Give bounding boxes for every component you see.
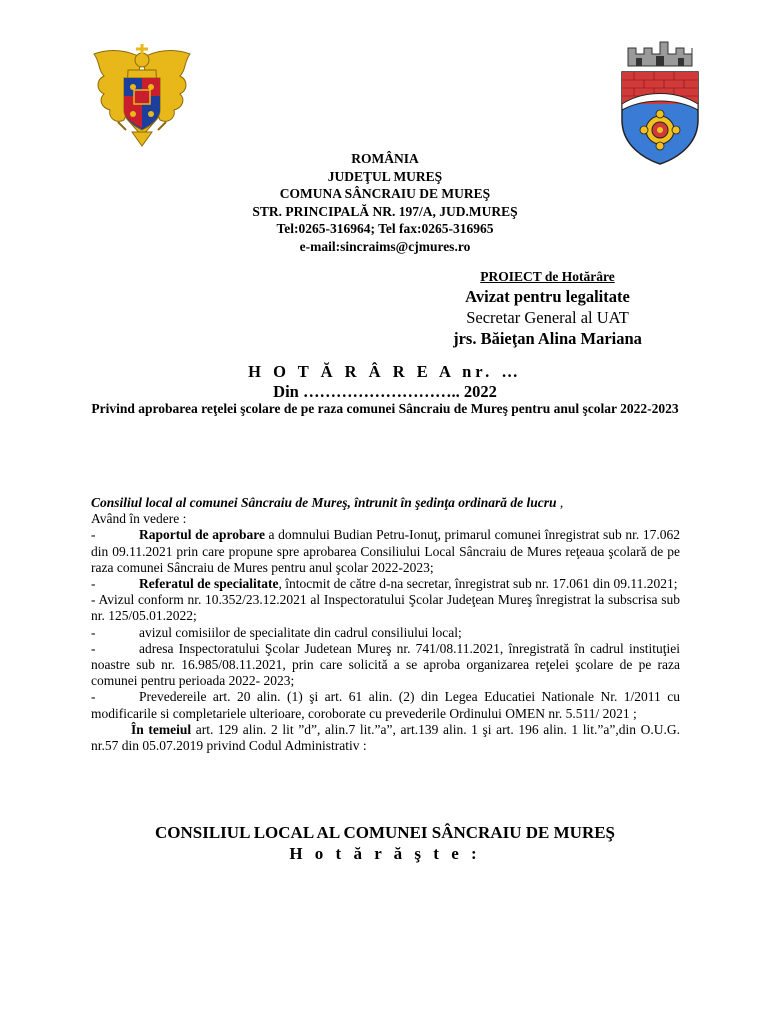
list-item (91, 527, 680, 576)
council-name: CONSILIUL LOCAL AL COMUNEI SÂNCRAIU DE MUREŞ (154, 823, 616, 842)
item5-text: adresa Inspectoratului Şcolar Judetean Mureş nr. 741/08.11.2021, înregistrată în cadrul instituţiei noastre sub nr. 16.985/08.11.2021, prin care solicită a se aproba organizarea reţelei şcolare de pe raza comunei pentru perioada 2022- 2023; (91, 640, 680, 689)
list-dash: - (91, 640, 96, 656)
list-dash: - (91, 624, 96, 640)
item6-text: Prevedereile art. 20 alin. (1) şi art. 61 alin. (2) din Legea Educatiei Nationale Nr. 1/2011 cu modificarile si completariele ulterioare, coroborate cu prevederile Ordinului OMEN nr. 5.511/ 2021 ; (91, 689, 680, 721)
legality-approval: Avizat pentru legalitate (465, 287, 630, 306)
list-dash: - (91, 689, 96, 705)
item2-text: , întocmit de către d-na secretar, înregistrat sub nr. 17.061 din 09.11.2021; (278, 576, 678, 592)
decision-title (0, 362, 770, 402)
considering-line: Având în vedere : (91, 511, 187, 527)
list-item (91, 689, 680, 721)
legal-basis (91, 722, 680, 754)
intro-paragraph (91, 495, 680, 511)
item2-bold: Referatul de specialitate (139, 576, 279, 592)
item4-text: avizul comisiilor de specialitate din cadrul consiliului local; (139, 624, 462, 640)
list-dash: - (91, 576, 96, 592)
list-dash: - (91, 527, 96, 543)
secretary-title: Secretar General al UAT (466, 308, 629, 327)
legal-basis-bold: În temeiul (131, 721, 192, 737)
header-country: ROMÂNIA (351, 151, 419, 166)
decides-word: H o t ă r ă ş t e : (289, 844, 481, 863)
header-commune: COMUNA SÂNCRAIU DE MUREŞ (279, 186, 491, 201)
list-item (91, 625, 680, 641)
intro-text: Consiliul local al comunei Sâncraiu de Mureş, întrunit în şedinţa ordinară de lucru (91, 495, 557, 510)
list-item (91, 576, 680, 592)
intro-tail: , (556, 495, 564, 510)
item1-bold: Raportul de aprobare (139, 527, 265, 543)
header-county: JUDEŢUL MUREŞ (327, 168, 443, 184)
header-email: e-mail:sincraims@cjmures.ro (299, 238, 471, 254)
header-address: STR. PRINCIPALĂ NR. 197/A, JUD.MUREŞ (252, 203, 518, 219)
header-phone: Tel:0265-316964; Tel fax:0265-316965 (276, 221, 494, 236)
project-label: PROIECT de Hotărâre (480, 269, 615, 284)
romania-coat-of-arms-icon (88, 40, 196, 150)
project-approval-block (420, 268, 675, 350)
institution-header (0, 150, 770, 255)
decision-date: Din ……………………….. 2022 (273, 382, 497, 401)
list-item: - Avizul conform nr. 10.352/23.12.2021 al Inspectoratului Şcolar Judeţean Mureş înregistrat la subscrisa sub nr. 125/05.01.2022; (91, 592, 680, 624)
document-body (91, 495, 680, 754)
decision-number: H O T Ă R Â R E A nr. … (248, 362, 522, 381)
sancraiu-coat-of-arms-icon (614, 40, 706, 168)
item1-text: a domnului Budian Petru-Ionuţ, primarul comunei înregistrat sub nr. 17.062 din 09.11.2021 prin care propune spre aprobarea Consiliului Local Sâncraiu de Mures reţeaua şcolară de pe raza comunei Sâncraiu de Mures pentru anul şcolar 2022-2023; (91, 527, 680, 575)
decision-subject: Privind aprobarea reţelei şcolare de pe raza comunei Sâncraiu de Mureş pentru anul şcolar 2022-2023 (91, 401, 679, 416)
secretary-name: jrs. Băieţan Alina Mariana (453, 329, 642, 348)
council-decides (0, 822, 770, 864)
legal-basis-text: art. 129 alin. 2 lit ”d”, alin.7 lit.”a”, art.139 alin. 1 şi art. 196 alin. 1 lit.”a”,din O.U.G. nr.57 din 05.07.2019 privind Codul Administrativ : (91, 721, 680, 754)
list-item (91, 641, 680, 690)
